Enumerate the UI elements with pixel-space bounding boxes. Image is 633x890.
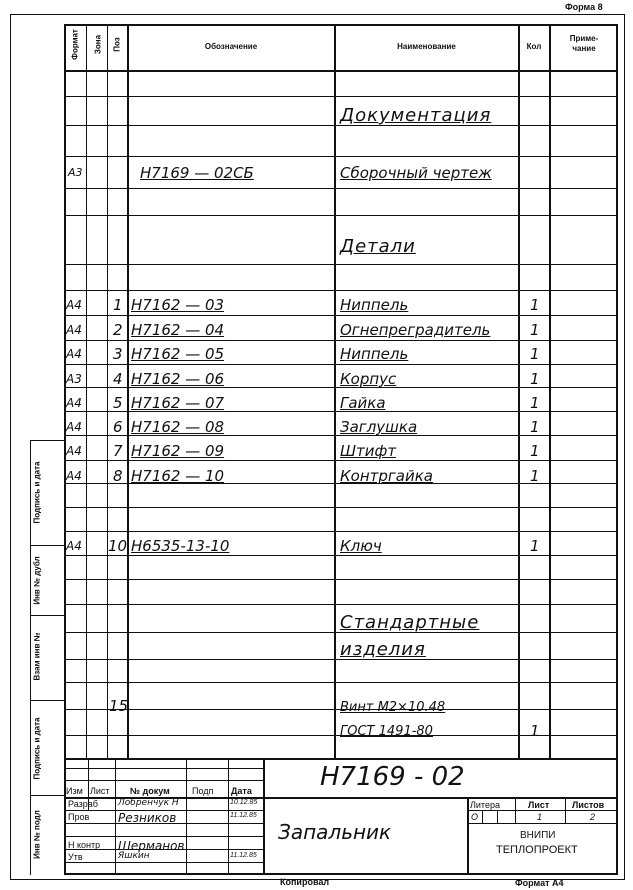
table-row-line <box>64 604 618 605</box>
part-designation: Н7162 — 05 <box>131 345 225 363</box>
part-name: Огнепреградитель <box>340 321 491 339</box>
header-name: Наименование <box>397 42 456 51</box>
part-format: А4 <box>66 444 82 458</box>
part-pos: 2 <box>113 321 123 339</box>
part-designation: Н6535-13-10 <box>131 537 230 555</box>
part-qty: 1 <box>530 321 540 339</box>
side-label-orig-inv: Инв № подл <box>32 810 42 859</box>
table-row-line <box>64 290 618 291</box>
tb-person-name: Лобренчук Н <box>118 798 179 808</box>
tb-header-list: Лист <box>90 786 110 796</box>
side-strip-line <box>30 440 31 875</box>
tb-litera-cell-2 <box>497 810 498 823</box>
table-row-line <box>64 188 618 189</box>
col-line-designation <box>334 24 336 759</box>
tb-litera-cell-1 <box>482 810 483 823</box>
part-pos: 6 <box>113 418 123 436</box>
part-designation: Н7162 — 06 <box>131 370 225 388</box>
tb-role: Пров <box>68 812 90 822</box>
tb-sheet-value: 1 <box>537 812 543 822</box>
table-row-line <box>64 531 618 532</box>
tb-row-f <box>64 836 263 837</box>
assembly-name: Сборочный чертеж <box>340 164 492 182</box>
part-name: Ключ <box>340 537 382 555</box>
standard-name-1: Винт М2×10.48 <box>340 700 446 715</box>
footer-copied: Копировал <box>280 877 330 887</box>
part-format: А4 <box>66 323 82 337</box>
side-sep-1 <box>30 440 64 441</box>
header-divider <box>64 70 618 72</box>
part-name: Ниппель <box>340 296 409 314</box>
table-row-line <box>64 315 618 316</box>
tb-row-h <box>64 862 263 863</box>
col-line-pos <box>127 24 129 759</box>
col-line-zone <box>107 24 108 759</box>
part-format: А4 <box>66 469 82 483</box>
part-designation: Н7162 — 04 <box>131 321 225 339</box>
tb-sheets-value: 2 <box>590 812 596 822</box>
footer-format: Формат А4 <box>515 878 564 888</box>
standard-pos: 15 <box>109 697 129 715</box>
table-row-line <box>64 264 618 265</box>
part-designation: Н7162 — 07 <box>131 394 225 412</box>
header-note: Приме- чание <box>569 34 599 53</box>
tb-role: Разраб <box>68 799 98 809</box>
part-pos: 3 <box>113 345 123 363</box>
tb-date: 11.12.85 <box>230 812 257 819</box>
part-name: Контргайка <box>340 467 433 485</box>
part-pos: 7 <box>113 442 123 460</box>
tb-org-1: ВНИПИ <box>520 830 556 841</box>
tb-role: Н контр <box>68 840 101 850</box>
header-format: Формат <box>70 29 80 60</box>
tb-litera-value: О <box>471 812 479 822</box>
table-row-line <box>64 156 618 157</box>
tb-right-divider <box>467 797 469 875</box>
tb-header-sign: Подп <box>192 786 214 796</box>
tb-col-b <box>115 758 116 875</box>
assembly-designation: Н7169 — 02СБ <box>140 164 254 182</box>
tb-header-date: Дата <box>231 786 252 796</box>
side-label-replace-inv: Взам инв № <box>32 632 42 681</box>
table-row-line <box>64 555 618 556</box>
tb-org-2: ТЕПЛОПРОЕКТ <box>496 844 578 856</box>
part-qty: 1 <box>530 394 540 412</box>
part-format: А4 <box>66 347 82 361</box>
part-pos: 4 <box>113 370 123 388</box>
part-designation: Н7162 — 08 <box>131 418 225 436</box>
part-name: Гайка <box>340 394 386 412</box>
doc-number: Н7169 - 02 <box>320 762 465 792</box>
part-designation: Н7162 — 09 <box>131 442 225 460</box>
part-format: А3 <box>66 372 82 386</box>
tb-header-docnum: № докум <box>130 786 170 796</box>
tb-right-row-2 <box>467 823 618 824</box>
doc-name: Запальник <box>278 820 392 844</box>
part-format: А4 <box>66 420 82 434</box>
title-block-divider <box>263 758 265 875</box>
standard-qty: 1 <box>530 722 540 740</box>
side-sep-4 <box>30 700 64 701</box>
table-row-line <box>64 579 618 580</box>
part-format: А4 <box>66 539 82 553</box>
tb-row-b <box>64 780 263 781</box>
table-row-line <box>64 215 618 216</box>
side-label-dup-inv: Инв № дубл <box>32 556 42 605</box>
header-qty: Кол <box>526 42 542 51</box>
tb-person-name: Резников <box>118 811 177 825</box>
part-designation: Н7162 — 03 <box>131 296 225 314</box>
part-pos: 10 <box>108 537 128 555</box>
part-name: Корпус <box>340 370 397 388</box>
tb-right-row-1 <box>467 810 618 811</box>
tb-col-c <box>186 758 187 875</box>
tb-role: Утв <box>68 852 83 862</box>
header-zone: Зона <box>93 34 103 55</box>
part-format: А4 <box>66 396 82 410</box>
standard-name-2: ГОСТ 1491-80 <box>340 724 433 739</box>
part-name: Штифт <box>340 442 397 460</box>
tb-right-col-2 <box>565 797 566 823</box>
part-qty: 1 <box>530 345 540 363</box>
part-qty: 1 <box>530 537 540 555</box>
part-qty: 1 <box>530 418 540 436</box>
tb-person-name: Шерманов <box>118 839 185 853</box>
part-name: Ниппель <box>340 345 409 363</box>
part-qty: 1 <box>530 296 540 314</box>
tb-row-a <box>64 768 263 769</box>
table-row-line <box>64 507 618 508</box>
tb-person-name: Яшкин <box>118 851 150 861</box>
tb-litera-label: Литера <box>470 800 500 810</box>
tb-date: 11.12.85 <box>230 852 257 859</box>
section-parts: Детали <box>340 236 416 257</box>
side-label-signature-1: Подпись и дата <box>32 461 42 524</box>
col-line-format <box>86 24 87 759</box>
section-standard-1: Стандартные <box>340 612 480 633</box>
col-line-name <box>518 24 520 759</box>
side-label-signature-2: Подпись и дата <box>32 717 42 780</box>
header-pos: Поз <box>112 37 122 52</box>
assembly-format: А3 <box>68 166 83 179</box>
part-pos: 5 <box>113 394 123 412</box>
section-standard-2: изделия <box>340 639 426 660</box>
part-qty: 1 <box>530 442 540 460</box>
table-row-line <box>64 340 618 341</box>
tb-header-izm: Изм <box>66 786 83 796</box>
part-name: Заглушка <box>340 418 418 436</box>
section-documentation: Документация <box>340 105 492 126</box>
table-row-line <box>64 96 618 97</box>
part-qty: 1 <box>530 370 540 388</box>
part-qty: 1 <box>530 467 540 485</box>
title-block-top <box>64 758 618 760</box>
form-label: Форма 8 <box>565 2 603 12</box>
tb-date: 10.12.85 <box>230 799 258 806</box>
tb-col-d <box>228 758 229 875</box>
tb-sheets-label: Листов <box>572 800 605 810</box>
table-row-line <box>64 364 618 365</box>
header-designation: Обозначение <box>204 42 258 51</box>
table-row-line <box>64 460 618 461</box>
part-pos: 1 <box>113 296 123 314</box>
tb-right-col-1 <box>515 797 516 823</box>
part-format: А4 <box>66 298 82 312</box>
tb-sheet-label: Лист <box>528 800 550 810</box>
part-designation: Н7162 — 10 <box>131 467 225 485</box>
col-line-qty <box>549 24 551 759</box>
table-row-line <box>64 682 618 683</box>
part-pos: 8 <box>113 467 123 485</box>
